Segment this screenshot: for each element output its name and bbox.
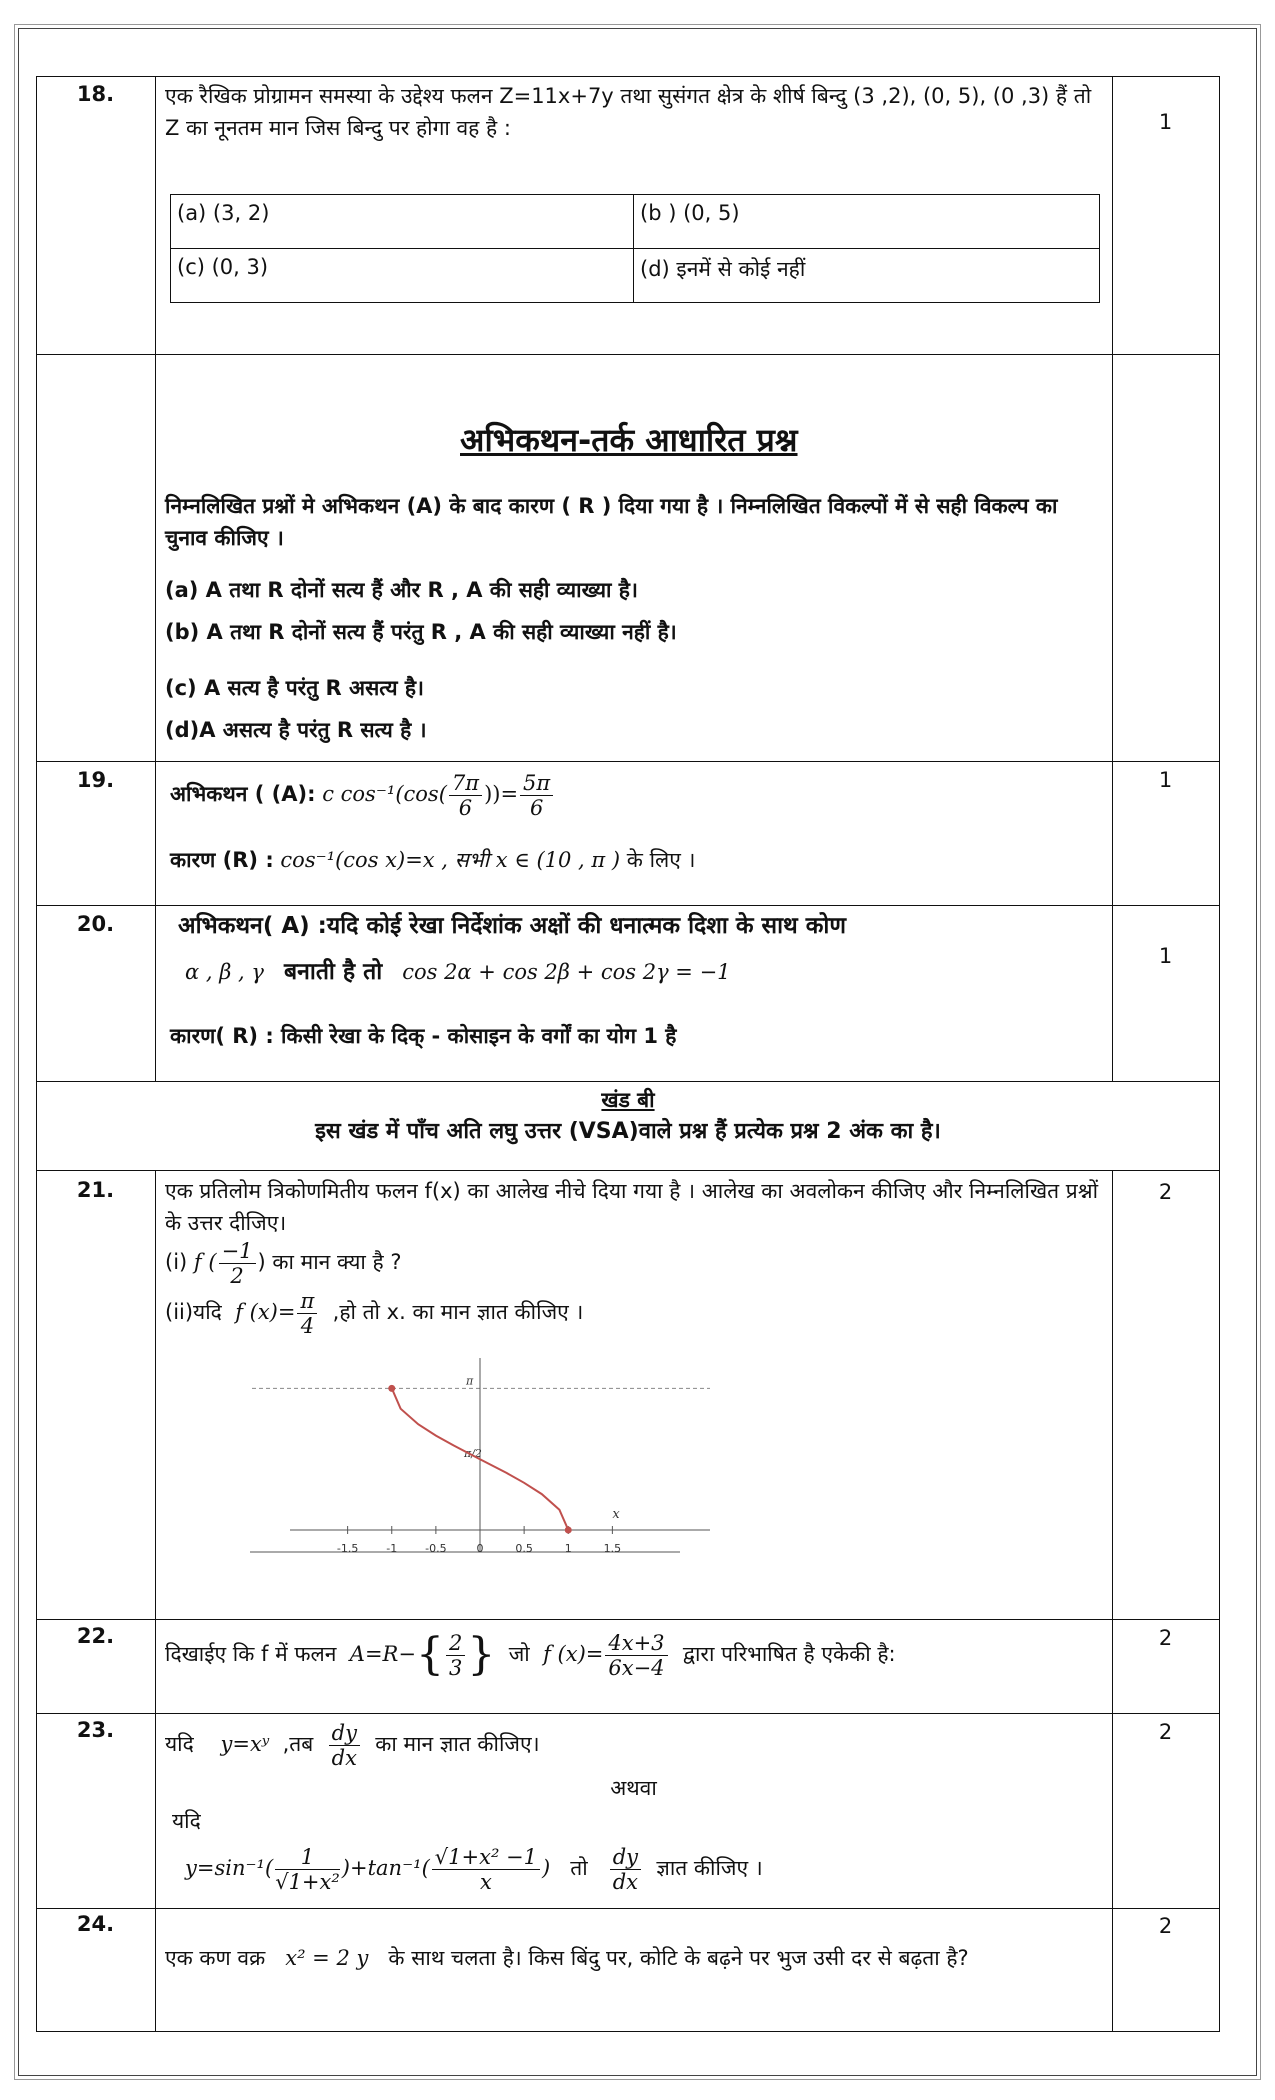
part-2 <box>185 1838 1100 1898</box>
fraction-denominator: 2 <box>230 1263 244 1288</box>
part-ii-tail: ,हो तो x. का मान ज्ञात कीजिए । <box>332 1300 584 1324</box>
choice-b: (b) A तथा R दोनों सत्य हैं परंतु R , A की सही व्याख्या नहीं है। <box>165 620 677 644</box>
y-tick-label: π/2 <box>464 1447 482 1461</box>
assertion-label: अभिकथन ( (A): <box>170 782 316 806</box>
fraction-numerator: √1+x² −1 <box>432 1845 540 1870</box>
jo: जो <box>508 1642 530 1666</box>
section-title: खंड बी <box>601 1088 655 1112</box>
set-fraction <box>446 1631 465 1680</box>
endpoint-dot <box>565 1527 572 1534</box>
to: तो <box>570 1856 588 1880</box>
row-line <box>36 354 1220 355</box>
question-marks: 1 <box>1158 944 1173 968</box>
fraction-numerator: 2 <box>446 1631 465 1656</box>
assertion-mid: ))= <box>484 782 519 806</box>
fraction-numerator: 1 <box>275 1845 340 1870</box>
angle-line <box>185 956 1100 988</box>
part-i-func: f ( <box>193 1250 217 1274</box>
text-start: दिखाईए कि f में फलन <box>165 1642 337 1666</box>
part-ii-label: (ii)यदि <box>165 1300 222 1324</box>
func-fraction <box>605 1631 667 1680</box>
assertion-text: अभिकथन( A) :यदि कोई रेखा निर्देशांक अक्षों की धनात्मक दिशा के साथ कोण <box>178 913 847 939</box>
fraction-denominator: √1+x² <box>275 1869 340 1894</box>
question-number: 20. <box>76 912 115 936</box>
fraction-numerator: 4x+3 <box>605 1631 667 1656</box>
eq-2-frac-1 <box>275 1845 340 1894</box>
yadi: यदि <box>165 1732 194 1756</box>
option-b: (b ) (0, 5) <box>634 195 1100 249</box>
part-i-tail: ) का मान क्या है ? <box>257 1250 402 1274</box>
question-number: 23. <box>76 1718 115 1742</box>
y-tick-label: π <box>466 1374 474 1388</box>
option-d: (d) इनमें से कोई नहीं <box>634 249 1100 303</box>
x-axis-label: x <box>612 1507 620 1522</box>
row-line <box>36 905 1220 906</box>
question-number: 22. <box>76 1624 115 1648</box>
row-line <box>36 761 1220 762</box>
section-heading: अभिकथन-तर्क आधारित प्रश्न <box>460 421 798 459</box>
fraction-numerator: −1 <box>219 1239 256 1264</box>
reason-text: कारण( R) : किसी रेखा के दिक् - कोसाइन के वर्गों का योग 1 है <box>170 1024 677 1048</box>
part-1 <box>165 1718 1100 1770</box>
question-text: दिखाईए कि f में फलन A=R−{ $\frac{2}{3}$ } जो f (x)= $\frac{4x+3}{6x-4}$ द्वारा परिभाषित है एकेकी है: <box>165 1629 896 1680</box>
row-line <box>36 1170 1220 1171</box>
fraction-denominator: 6 <box>529 795 544 820</box>
part-ii-func: f (x)= <box>235 1300 296 1324</box>
assertion-fraction <box>449 771 482 820</box>
question-marks: 2 <box>1158 1626 1173 1650</box>
part-i-fraction <box>219 1239 256 1288</box>
assertion-line <box>170 770 1100 820</box>
endpoint-dot <box>388 1385 395 1392</box>
eq-2-c: ) <box>542 1856 551 1880</box>
text-b: के साथ चलता है। किस बिंदु पर, कोटि के बढ़ने पर भुज उसी दर से बढ़ता है? <box>388 1946 969 1970</box>
eq-2-frac-2 <box>432 1845 540 1894</box>
x-tick-label: 1 <box>564 1542 572 1555</box>
text-a: एक कण वक्र <box>165 1946 266 1970</box>
part-i-label: (i) <box>165 1250 188 1274</box>
reason-tail: के लिए । <box>626 848 696 872</box>
eq-1: y=xʸ <box>220 1732 270 1756</box>
tab: ,तब <box>282 1732 314 1756</box>
set-expr: A=R− <box>349 1642 416 1666</box>
instruction-text: निम्नलिखित प्रश्नों मे अभिकथन (A) के बाद कारण ( R ) दिया गया है । निम्नलिखित विकल्पों में से सही विकल्प का चुनाव कीजिए । <box>165 494 1058 550</box>
fraction-denominator: dx <box>331 1745 357 1770</box>
row-line <box>36 76 1220 77</box>
x-tick-label: -0.5 <box>425 1542 447 1555</box>
choice-d: (d)A असत्य है परंतु R सत्य है । <box>165 718 427 742</box>
option-a: (a) (3, 2) <box>171 195 634 249</box>
part-ii <box>165 1288 1100 1338</box>
yadi-2: यदि <box>172 1809 201 1833</box>
question-marks: 1 <box>1158 768 1173 792</box>
fraction-numerator: π <box>297 1289 317 1314</box>
fraction-numerator: 5π <box>520 771 553 796</box>
angles: α , β , γ <box>185 960 264 984</box>
question-number: 21. <box>76 1178 115 1202</box>
section-subtitle: इस खंड में पाँच अति लघु उत्तर (VSA)वाले प्रश्न हैं प्रत्येक प्रश्न 2 अंक का है। <box>315 1119 941 1144</box>
part-ii-fraction <box>297 1289 317 1338</box>
tail-2: ज्ञात कीजिए । <box>656 1856 763 1880</box>
eq-2-b: )+tan⁻¹( <box>341 1856 430 1880</box>
x-tick-label: 1.5 <box>603 1542 622 1555</box>
forms-text: बनाती है तो <box>283 959 383 985</box>
text-end: द्वारा परिभाषित है एकेकी है: <box>682 1642 896 1666</box>
func-expr: f (x)= <box>543 1642 604 1666</box>
fraction-denominator: 6x−4 <box>608 1655 665 1680</box>
assertion-lhs: c cos⁻¹(cos( <box>322 782 447 806</box>
x-tick-label: -1 <box>386 1542 398 1555</box>
row-line <box>36 1713 1220 1714</box>
fraction-denominator: 4 <box>300 1313 315 1338</box>
equation: cos 2α + cos 2β + cos 2γ = −1 <box>402 960 731 984</box>
fraction-numerator: dy <box>610 1845 641 1870</box>
row-line <box>36 1619 1220 1620</box>
fraction-denominator: dx <box>612 1869 638 1894</box>
question-text <box>165 1942 1100 1974</box>
x-tick-label: -1.5 <box>336 1542 359 1555</box>
question-text: एक रैखिक प्रोग्रामन समस्या के उद्देश्य फलन Z=11x+7y तथा सुसंगत क्षेत्र के शीर्ष बिन्दु (3 ,2), (0, 5), (0 ,3) हैं तो Z का नूनतम मान जिस बिन्दु पर होगा वह है : <box>165 84 1092 140</box>
table-right-border <box>1219 76 1220 2031</box>
derivative-2 <box>610 1845 641 1894</box>
fraction-denominator: 6 <box>458 795 473 820</box>
row-line <box>36 2031 1220 2032</box>
fraction-denominator: x <box>479 1869 492 1894</box>
fraction-numerator: dy <box>329 1721 360 1746</box>
column-divider-number <box>155 76 156 1081</box>
question-marks: 1 <box>1158 110 1173 134</box>
fraction-denominator: 3 <box>448 1655 463 1680</box>
assertion-rhs-fraction <box>520 771 553 820</box>
reason-math: cos⁻¹(cos x)=x , सभी x ∈ (10 , π ) <box>280 848 621 872</box>
question-marks: 2 <box>1158 1914 1173 1938</box>
question-number: 19. <box>76 768 115 792</box>
reason-label: कारण (R) : <box>170 848 274 872</box>
question-number: 24. <box>76 1912 115 1936</box>
question-marks: 2 <box>1158 1180 1173 1204</box>
curve-eq: x² = 2 y <box>285 1946 369 1970</box>
column-divider-number-lower <box>155 1170 156 2031</box>
reason-line <box>170 844 1100 876</box>
choice-a: (a) A तथा R दोनों सत्य हैं और R , A की सही व्याख्या है। <box>165 578 638 602</box>
x-tick-label: 0.5 <box>515 1542 533 1555</box>
row-line <box>36 1908 1220 1909</box>
question-marks: 2 <box>1158 1720 1173 1744</box>
or-label: अथवा <box>610 1776 657 1800</box>
row-line <box>36 1081 1220 1082</box>
choice-c: (c) A सत्य है परंतु R असत्य है। <box>165 676 424 700</box>
column-divider-marks-lower <box>1112 1170 1113 2031</box>
derivative <box>329 1721 360 1770</box>
fraction-numerator: 7π <box>449 771 482 796</box>
x-tick-label: 0 <box>476 1542 484 1555</box>
part-i <box>165 1238 1100 1288</box>
option-c: (c) (0, 3) <box>171 249 634 303</box>
question-number: 18. <box>76 82 115 106</box>
inverse-trig-graph <box>240 1350 720 1580</box>
column-divider-marks <box>1112 76 1113 1081</box>
options-table <box>170 194 1100 303</box>
question-text: एक प्रतिलोम त्रिकोणमितीय फलन f(x) का आलेख नीचे दिया गया है । आलेख का अवलोकन कीजिए और निम्नलिखित प्रश्नों के उत्तर दीजिए। <box>165 1179 1099 1235</box>
tail-1: का मान ज्ञात कीजिए। <box>375 1732 540 1756</box>
eq-2-a: y=sin⁻¹( <box>185 1856 274 1880</box>
